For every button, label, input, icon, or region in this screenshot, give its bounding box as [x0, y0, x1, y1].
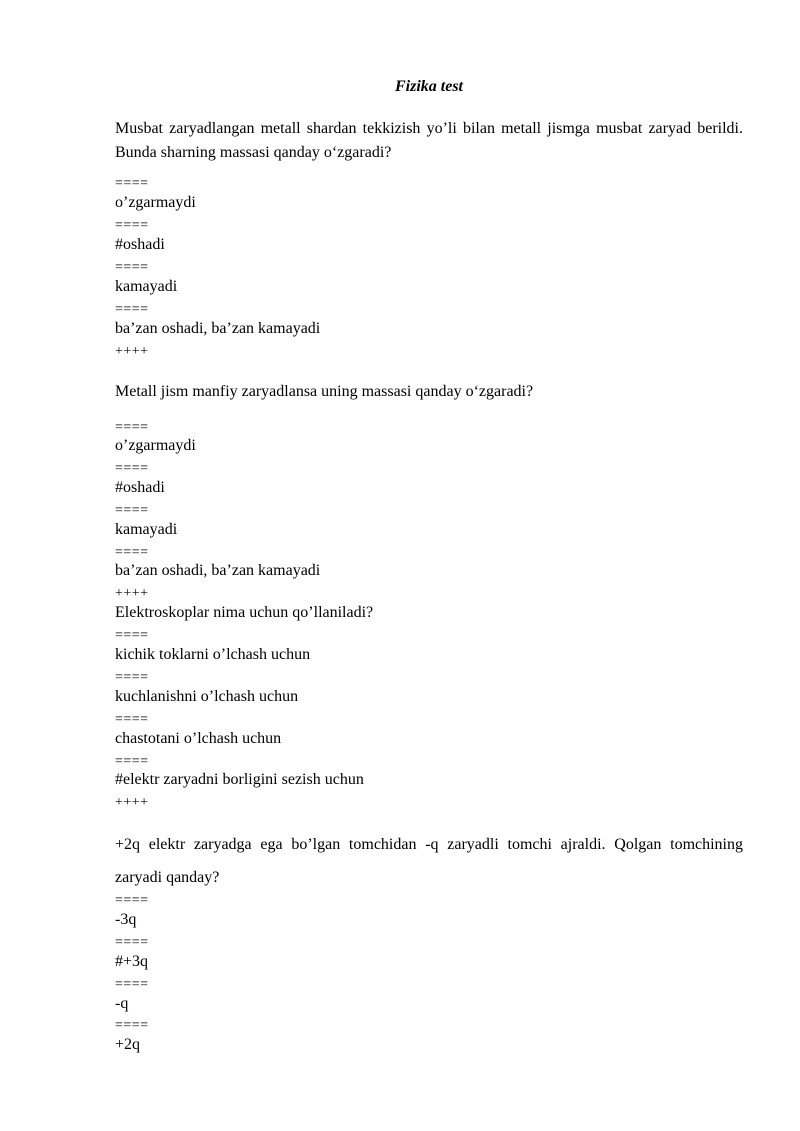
question-end-marker: ++++: [115, 344, 149, 359]
option-separator: ====: [115, 754, 149, 769]
question-1-option-4: ba’zan oshadi, ba’zan kamayadi: [115, 320, 321, 337]
question-2-option-1: o’zgarmaydi: [115, 437, 196, 454]
option-separator: ====: [115, 302, 149, 317]
option-separator: ====: [115, 176, 149, 191]
question-end-marker: ++++: [115, 795, 149, 810]
option-separator: ====: [115, 935, 149, 950]
question-4-text-line-1: +2q elektr zaryadga ega bo’lgan tomchidan -q zaryadli tomchi ajraldi. Qolgan tomchining: [115, 836, 743, 853]
option-separator: ====: [115, 670, 149, 685]
option-separator: ====: [115, 545, 149, 560]
question-3-option-1: kichik toklarni o’lchash uchun: [115, 646, 311, 663]
question-2-option-3: kamayadi: [115, 521, 178, 538]
option-separator: ====: [115, 461, 149, 476]
document-title: Fizika test: [394, 78, 463, 95]
question-4-option-3: -q: [115, 995, 129, 1012]
question-4-option-2: #+3q: [115, 953, 149, 970]
question-3-option-3: chastotani o’lchash uchun: [115, 730, 282, 747]
option-separator: ====: [115, 628, 149, 643]
question-1-text: Musbat zaryadlangan metall shardan tekkizish yo’li bilan metall jismga musbat zaryad berildi. Bunda sharning massasi qanday o‘zgaradi?: [115, 120, 743, 161]
question-3-text: Elektroskoplar nima uchun qo’llaniladi?: [115, 604, 374, 621]
question-3-option-2: kuchlanishni o’lchash uchun: [115, 688, 299, 705]
question-1-option-1: o’zgarmaydi: [115, 194, 196, 211]
question-4-option-4: +2q: [115, 1036, 141, 1053]
question-3-option-4: #elektr zaryadni borligini sezish uchun: [115, 771, 364, 788]
option-separator: ====: [115, 420, 149, 435]
option-separator: ====: [115, 712, 149, 727]
option-separator: ====: [115, 1018, 149, 1033]
option-separator: ====: [115, 503, 149, 518]
option-separator: ====: [115, 260, 149, 275]
question-4-option-1: -3q: [115, 911, 137, 928]
question-2-option-2: #oshadi: [115, 479, 165, 496]
question-2-text: Metall jism manfiy zaryadlansa uning massasi qanday o‘zgaradi?: [115, 383, 534, 400]
option-separator: ====: [115, 218, 149, 233]
question-2-option-4: ba’zan oshadi, ba’zan kamayadi: [115, 562, 321, 579]
question-1-option-2: #oshadi: [115, 236, 165, 253]
question-1-option-3: kamayadi: [115, 278, 178, 295]
option-separator: ====: [115, 893, 149, 908]
option-separator: ====: [115, 977, 149, 992]
question-end-marker: ++++: [115, 586, 149, 601]
question-4-text-line-2: zaryadi qanday?: [115, 869, 220, 886]
